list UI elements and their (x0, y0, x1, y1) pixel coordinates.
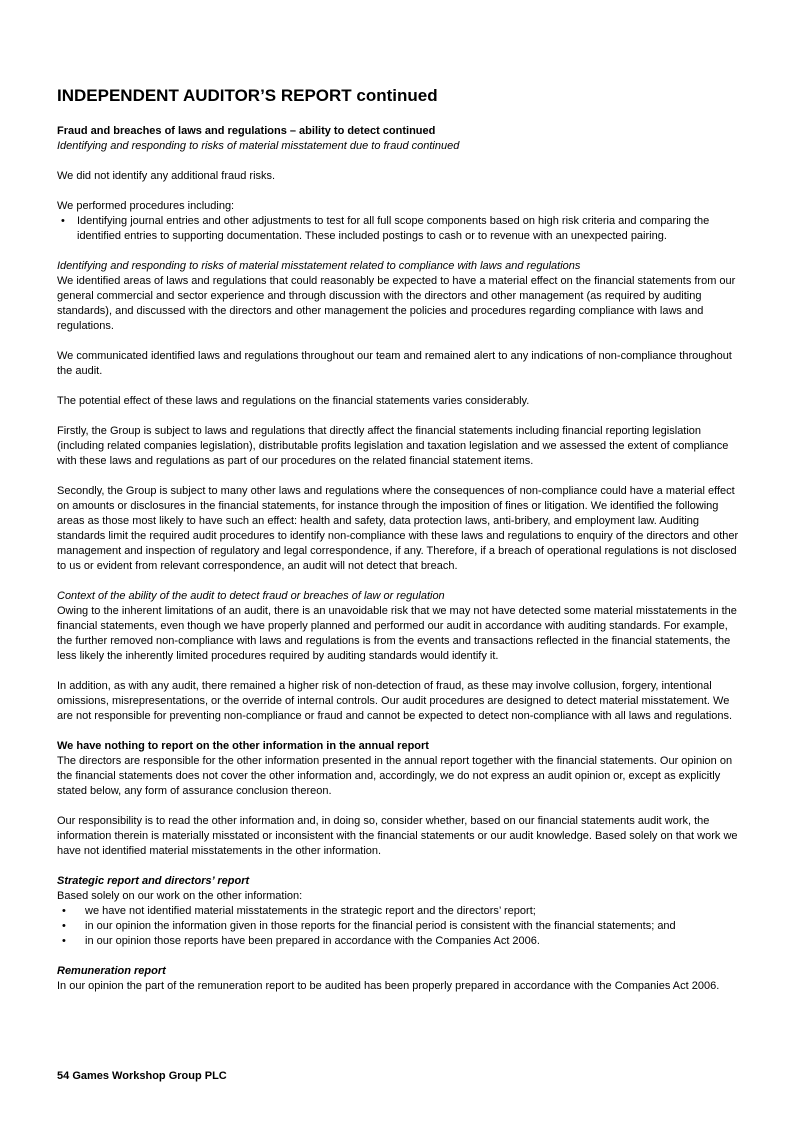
list-item (57, 214, 745, 244)
para-secondly: Secondly, the Group is subject to many other laws and regulations where the consequences of non-compliance could have a material effect on amounts or disclosures in the financial statements, for instance through the imposition of fines or litigation. We identified the following areas as those most likely to have such an effect: health and safety, data protection laws, anti-bribery, and employment law. Auditing standards limit the required audit procedures to identify non-compliance with these laws and regulations to enquiry of the directors and other management and inspection of regulatory and legal correspondence, if any. Therefore, if a breach of operational regulations is not disclosed to us or evident from relevant correspondence, an audit will not detect that breach. (57, 485, 739, 572)
section-compliance-laws (57, 259, 745, 574)
section-other-information (57, 739, 745, 859)
bullet-icon: • (62, 935, 66, 947)
section-remuneration (57, 964, 745, 994)
para-directors-responsible: The directors are responsible for the other information presented in the annual report together with the financial statements. Our opinion on the financial statements does not cover the other information and, accordingly, we do not express an audit opinion or, except as explicitly stated below, any form of assurance conclusion thereon. (57, 755, 733, 797)
list-item (57, 919, 745, 934)
compliance-heading: Identifying and responding to risks of material misstatement related to compliance with laws and regulations (57, 260, 581, 272)
fraud-detect-subheading: Identifying and responding to risks of material misstatement due to fraud continued (57, 140, 460, 152)
company-name: Games Workshop Group PLC (72, 1070, 227, 1082)
page-number: 54 (57, 1070, 70, 1082)
section-fraud-detect (57, 124, 745, 244)
bullet-text-consistent: in our opinion the information given in those reports for the financial period is consistent with the financial statements; and (85, 920, 676, 932)
para-remuneration-opinion: In our opinion the part of the remuneration report to be audited has been properly prepared in accordance with the Companies Act 2006. (57, 980, 720, 992)
para-higher-risk: In addition, as with any audit, there remained a higher risk of non-detection of fraud, as these may involve collusion, forgery, intentional omissions, misrepresentations, or the override of internal controls. Our audit procedures are designed to detect material misstatement. We are not responsible for preventing non-compliance or fraud and cannot be expected to detect non-compliance with all laws and regulations. (57, 680, 733, 722)
section-strategic-report (57, 874, 745, 949)
para-communicated: We communicated identified laws and regulations throughout our team and remained alert to any indications of non-compliance throughout the audit. (57, 350, 732, 377)
other-information-heading: We have nothing to report on the other information in the annual report (57, 740, 429, 752)
section-audit-context (57, 589, 745, 724)
para-potential-effect: The potential effect of these laws and regulations on the financial statements varies considerably. (57, 395, 530, 407)
audit-context-heading: Context of the ability of the audit to detect fraud or breaches of law or regulation (57, 590, 445, 602)
para-our-responsibility: Our responsibility is to read the other information and, in doing so, consider whether, based on our financial statements audit work, the information therein is materially misstated or inconsistent with the financial statements or our audit knowledge. Based solely on that work we have not identified material misstatements in the other information. (57, 815, 738, 857)
list-item (57, 934, 745, 949)
page-footer (57, 1070, 227, 1082)
list-item (57, 904, 745, 919)
bullet-text-misstatements: we have not identified material misstatements in the strategic report and the directors’ report; (85, 905, 536, 917)
bullet-icon: • (62, 920, 66, 932)
page-title: INDEPENDENT AUDITOR’S REPORT continued (57, 86, 438, 105)
para-identified-areas: We identified areas of laws and regulations that could reasonably be expected to have a material effect on the financial statements from our general commercial and sector experience and through discussion with the directors and other management (as required by auditing standards), and discussed with the directors and other management the policies and procedures regarding compliance with laws and regulations. (57, 275, 736, 332)
para-procedures-intro: We performed procedures including: (57, 200, 235, 212)
para-no-additional-risks: We did not identify any additional fraud risks. (57, 170, 276, 182)
para-strategic-intro: Based solely on our work on the other information: (57, 890, 303, 902)
bullet-text-companies-act: in our opinion those reports have been prepared in accordance with the Companies Act 2006. (85, 935, 540, 947)
bullet-text-journal-entries: Identifying journal entries and other adjustments to test for all full scope components based on high risk criteria and comparing the identified entries to supporting documentation. These included postings to cash or to revenue with an unexpected pairing. (77, 215, 710, 242)
para-firstly: Firstly, the Group is subject to laws and regulations that directly affect the financial statements including financial reporting legislation (including related companies legislation), distributable profits legislation and taxation legislation and we assessed the extent of compliance with these laws and regulations as part of our procedures on the related financial statement items. (57, 425, 729, 467)
remuneration-heading: Remuneration report (57, 965, 166, 977)
strategic-report-heading: Strategic report and directors’ report (57, 875, 250, 887)
para-inherent-limitations: Owing to the inherent limitations of an audit, there is an unavoidable risk that we may not have detected some material misstatements in the financial statements, even though we have properly planned and performed our audit in accordance with auditing standards. For example, the further removed non-compliance with laws and regulations is from the events and transactions reflected in the financial statements, the less likely the inherently limited procedures required by auditing standards would identify it. (57, 605, 737, 662)
fraud-detect-heading: Fraud and breaches of laws and regulations – ability to detect continued (57, 125, 436, 137)
bullet-icon: • (61, 215, 65, 227)
bullet-icon: • (62, 905, 66, 917)
